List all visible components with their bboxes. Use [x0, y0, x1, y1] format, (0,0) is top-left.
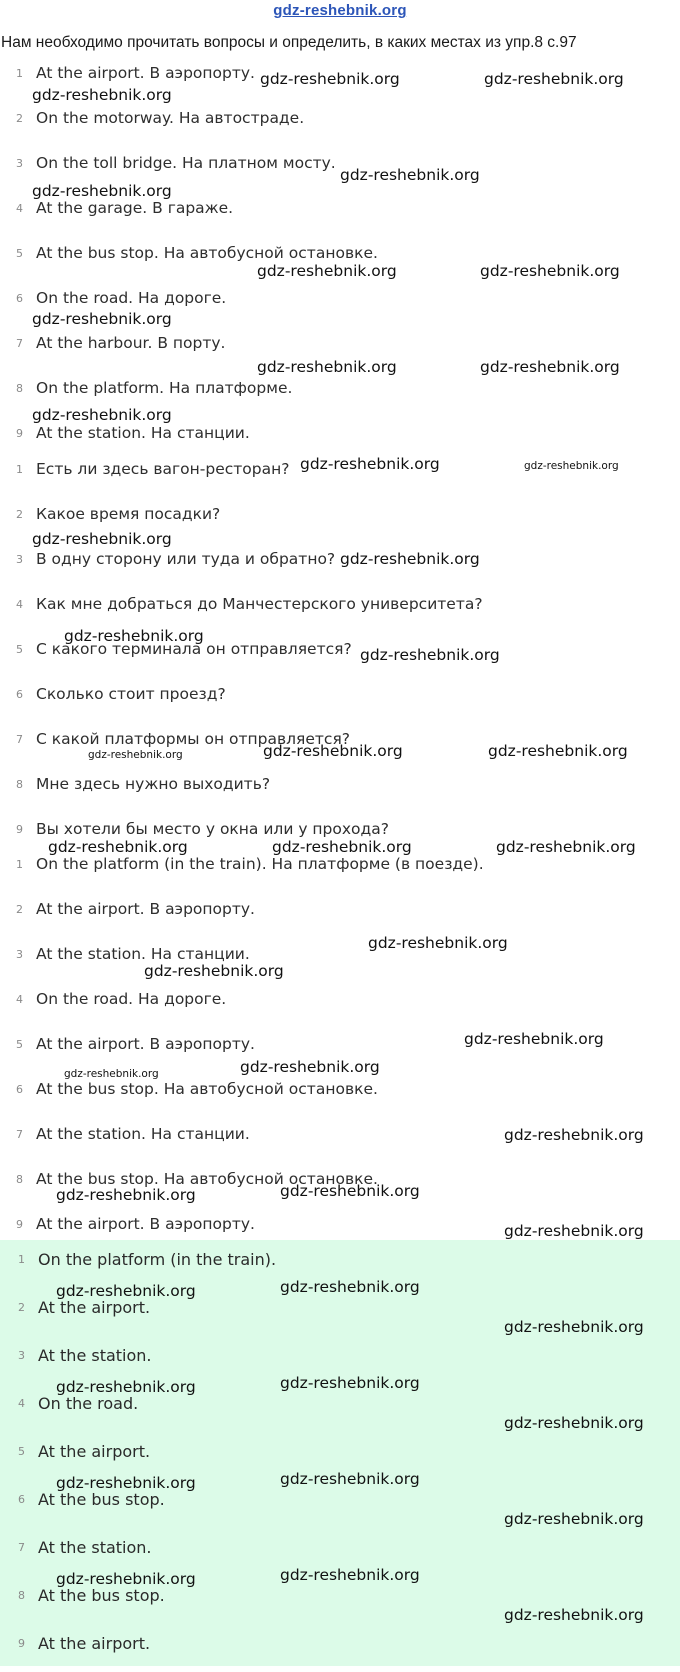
- item-number: 7: [16, 337, 23, 350]
- watermark: gdz-reshebnik.org: [32, 182, 172, 200]
- watermark: gdz-reshebnik.org: [360, 646, 500, 664]
- item-text: Как мне добраться до Манчестерского университета?: [36, 595, 483, 613]
- watermark: gdz-reshebnik.org: [260, 70, 400, 88]
- item-number: 1: [18, 1253, 25, 1266]
- watermark: gdz-reshebnik.org: [257, 262, 397, 280]
- watermark: gdz-reshebnik.org: [480, 358, 620, 376]
- list-item: [0, 895, 680, 940]
- item-text: At the station.: [38, 1538, 152, 1557]
- watermark: gdz-reshebnik.org: [56, 1570, 196, 1588]
- item-number: 3: [16, 157, 23, 170]
- item-number: 5: [18, 1445, 25, 1458]
- list-item: [0, 194, 680, 239]
- watermark: gdz-reshebnik.org: [280, 1182, 420, 1200]
- item-text: Есть ли здесь вагон-ресторан?: [36, 460, 290, 478]
- watermark: gdz-reshebnik.org: [488, 742, 628, 760]
- watermark: gdz-reshebnik.org: [280, 1374, 420, 1392]
- item-number: 8: [16, 1173, 23, 1186]
- watermark: gdz-reshebnik.org: [56, 1186, 196, 1204]
- watermark: gdz-reshebnik.org: [504, 1414, 644, 1432]
- item-text: At the bus stop.: [38, 1586, 165, 1605]
- item-number: 9: [16, 427, 23, 440]
- watermark: gdz-reshebnik.org: [32, 406, 172, 424]
- item-text: On the platform. На платформе.: [36, 379, 293, 397]
- watermark: gdz-reshebnik.org: [524, 460, 619, 472]
- watermark: gdz-reshebnik.org: [263, 742, 403, 760]
- list-item: [0, 680, 680, 725]
- item-number: 7: [16, 733, 23, 746]
- questions-list: [0, 455, 680, 860]
- item-number: 7: [16, 1128, 23, 1141]
- watermark: gdz-reshebnik.org: [300, 455, 440, 473]
- watermark: gdz-reshebnik.org: [32, 86, 172, 104]
- item-text: At the airport.: [38, 1634, 151, 1653]
- item-number: 5: [16, 643, 23, 656]
- item-number: 3: [18, 1349, 25, 1362]
- item-number: 2: [16, 903, 23, 916]
- watermark: gdz-reshebnik.org: [340, 166, 480, 184]
- item-number: 6: [16, 688, 23, 701]
- item-number: 6: [16, 292, 23, 305]
- item-text: At the garage. В гараже.: [36, 199, 234, 217]
- item-text: At the harbour. В порту.: [36, 334, 226, 352]
- item-text: At the station. На станции.: [36, 1125, 250, 1143]
- watermark: gdz-reshebnik.org: [144, 962, 284, 980]
- watermark: gdz-reshebnik.org: [257, 358, 397, 376]
- item-text: On the road. На дороге.: [36, 289, 227, 307]
- item-number: 1: [16, 463, 23, 476]
- watermark: gdz-reshebnik.org: [272, 838, 412, 856]
- item-number: 1: [16, 858, 23, 871]
- watermark: gdz-reshebnik.org: [280, 1470, 420, 1488]
- item-text: Мне здесь нужно выходить?: [36, 775, 271, 793]
- item-number: 5: [16, 247, 23, 260]
- item-text: On the road. На дороге.: [36, 990, 227, 1008]
- item-number: 8: [16, 778, 23, 791]
- watermark: gdz-reshebnik.org: [56, 1282, 196, 1300]
- item-number: 2: [16, 112, 23, 125]
- item-number: 4: [16, 202, 23, 215]
- item-text: Сколько стоит проезд?: [36, 685, 226, 703]
- item-number: 1: [16, 67, 23, 80]
- watermark: gdz-reshebnik.org: [504, 1318, 644, 1336]
- item-number: 9: [16, 1218, 23, 1231]
- item-text: At the bus stop.: [38, 1490, 165, 1509]
- item-text: At the station. На станции.: [36, 424, 250, 442]
- item-text: At the bus stop. На автобусной остановке.: [36, 1080, 378, 1098]
- item-number: 2: [18, 1301, 25, 1314]
- item-number: 9: [16, 823, 23, 836]
- item-text: Вы хотели бы место у окна или у прохода?: [36, 820, 389, 838]
- list-item: [0, 1075, 680, 1120]
- item-number: 3: [16, 553, 23, 566]
- item-number: 7: [18, 1541, 25, 1554]
- watermark: gdz-reshebnik.org: [64, 1068, 159, 1080]
- watermark: gdz-reshebnik.org: [496, 838, 636, 856]
- item-number: 6: [18, 1493, 25, 1506]
- item-number: 8: [16, 382, 23, 395]
- item-number: 4: [18, 1397, 25, 1410]
- watermark: gdz-reshebnik.org: [464, 1030, 604, 1048]
- watermark: gdz-reshebnik.org: [240, 1058, 380, 1076]
- watermark: gdz-reshebnik.org: [504, 1510, 644, 1528]
- item-number: 4: [16, 598, 23, 611]
- item-number: 8: [18, 1589, 25, 1602]
- watermark: gdz-reshebnik.org: [504, 1606, 644, 1624]
- watermark: gdz-reshebnik.org: [368, 934, 508, 952]
- list-item: [0, 940, 680, 985]
- watermark: gdz-reshebnik.org: [480, 262, 620, 280]
- item-text: At the airport.: [38, 1442, 151, 1461]
- item-text: В одну сторону или туда и обратно?: [36, 550, 336, 568]
- watermark: gdz-reshebnik.org: [88, 749, 183, 761]
- answers-panel: [0, 1240, 680, 1666]
- item-text: At the airport. В аэропорту.: [36, 900, 255, 918]
- list-item: [0, 770, 680, 815]
- item-text: On the platform (in the train). На платформе (в поезде).: [36, 855, 484, 873]
- watermark: gdz-reshebnik.org: [56, 1378, 196, 1396]
- item-number: 4: [16, 993, 23, 1006]
- item-text: At the bus stop. На автобусной остановке.: [36, 1170, 378, 1188]
- watermark: gdz-reshebnik.org: [504, 1126, 644, 1144]
- item-number: 6: [16, 1083, 23, 1096]
- item-number: 3: [16, 948, 23, 961]
- list-item: [0, 1624, 680, 1672]
- item-number: 9: [18, 1637, 25, 1650]
- item-text: At the airport.: [38, 1298, 151, 1317]
- watermark: gdz-reshebnik.org: [504, 1222, 644, 1240]
- item-text: At the airport. В аэропорту.: [36, 1035, 255, 1053]
- watermark: gdz-reshebnik.org: [280, 1566, 420, 1584]
- item-text: At the airport. В аэропорту.: [36, 64, 255, 82]
- watermark: gdz-reshebnik.org: [32, 310, 172, 328]
- item-text: Какое время посадки?: [36, 505, 221, 523]
- intro-text: Нам необходимо прочитать вопросы и определить, в каких местах из упр.8 с.97: [1, 34, 577, 51]
- site-link[interactable]: gdz-reshebnik.org: [273, 2, 407, 19]
- item-number: 5: [16, 1038, 23, 1051]
- item-text: On the platform (in the train).: [38, 1250, 277, 1269]
- item-text: On the road.: [38, 1394, 139, 1413]
- item-text: At the station.: [38, 1346, 152, 1365]
- list-item: [0, 850, 680, 895]
- watermark: gdz-reshebnik.org: [32, 530, 172, 548]
- item-text: On the motorway. На автостраде.: [36, 109, 305, 127]
- item-text: At the bus stop. На автобусной остановке.: [36, 244, 378, 262]
- watermark: gdz-reshebnik.org: [484, 70, 624, 88]
- watermark: gdz-reshebnik.org: [56, 1474, 196, 1492]
- item-text: On the toll bridge. На платном мосту.: [36, 154, 336, 172]
- watermark: gdz-reshebnik.org: [340, 550, 480, 568]
- item-text: С какой платформы он отправляется?: [36, 730, 350, 748]
- item-text: At the station. На станции.: [36, 945, 250, 963]
- list-item: [0, 985, 680, 1030]
- list-item: [0, 104, 680, 149]
- item-number: 2: [16, 508, 23, 521]
- item-text: At the airport. В аэропорту.: [36, 1215, 255, 1233]
- watermark: gdz-reshebnik.org: [64, 627, 204, 645]
- watermark: gdz-reshebnik.org: [280, 1278, 420, 1296]
- watermark: gdz-reshebnik.org: [48, 838, 188, 856]
- item-text: С какого терминала он отправляется?: [36, 640, 352, 658]
